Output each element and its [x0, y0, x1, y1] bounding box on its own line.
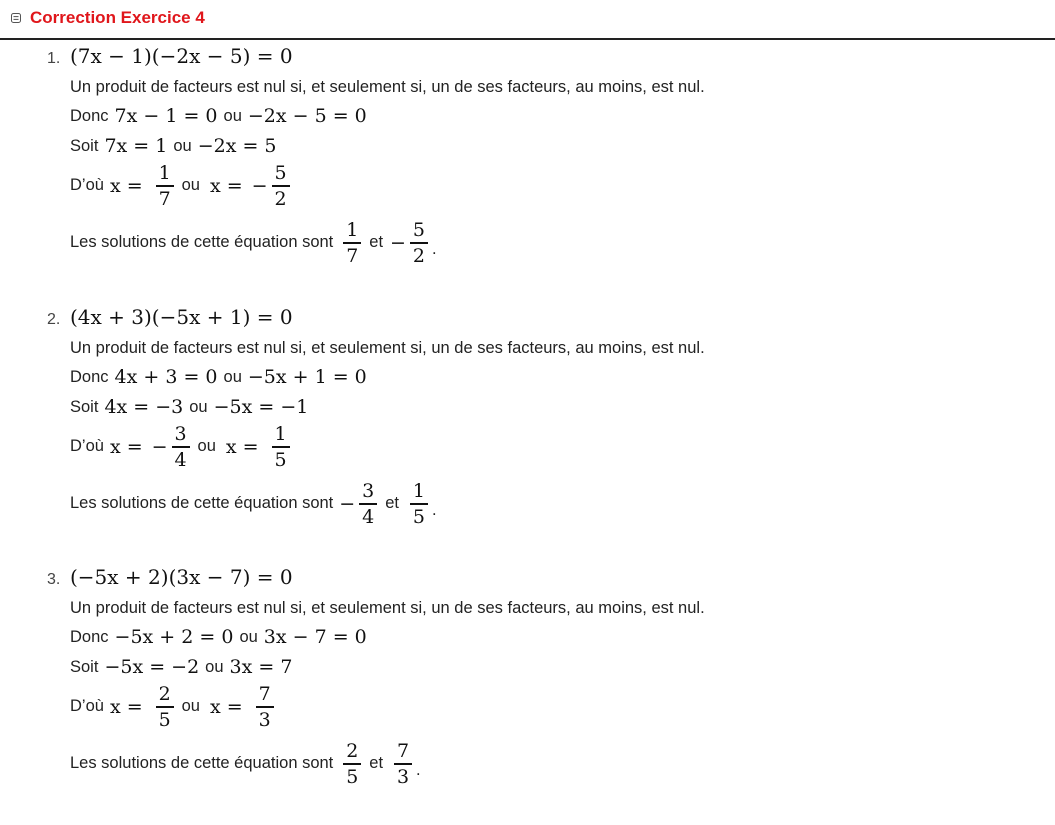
- exercise-number: 3.: [47, 571, 61, 588]
- soit-line: [70, 135, 283, 157]
- step-a-equation: 4x = −3: [104, 396, 184, 418]
- sol2-sign: −: [390, 231, 406, 254]
- explanation-line: [70, 78, 705, 97]
- fraction: [343, 740, 361, 788]
- fraction-bar: [272, 185, 290, 187]
- section-title: Correction Exercice 4: [30, 8, 205, 27]
- ou-word: ou: [173, 136, 192, 155]
- fraction-bar: [343, 763, 361, 765]
- fraction: [172, 423, 190, 471]
- header-divider: [0, 38, 1055, 40]
- fraction-numerator: 1: [412, 480, 426, 502]
- fraction-numerator: 1: [346, 219, 359, 241]
- exercise-number: 2.: [47, 311, 61, 328]
- sol2-sign: −: [251, 174, 268, 197]
- explanation-text: Un produit de facteurs est nul si, et seulement si, un de ses facteurs, au moins, est nul.: [70, 339, 705, 357]
- donc-word: Donc: [70, 106, 109, 125]
- donc-line: [70, 366, 373, 388]
- period: .: [416, 761, 421, 780]
- equation-line: [70, 44, 293, 68]
- exercise-item: [0, 44, 1055, 304]
- step-a-equation: −5x = −2: [104, 656, 200, 678]
- fraction-denominator: 3: [397, 765, 410, 788]
- fraction-bar: [359, 503, 377, 505]
- fraction-numerator: 3: [174, 423, 187, 445]
- fraction: [156, 162, 174, 210]
- donc-line: [70, 626, 373, 648]
- et-word: et: [369, 754, 384, 773]
- fraction-denominator: 5: [274, 448, 287, 471]
- fraction-bar: [256, 706, 274, 708]
- exercise-item: [0, 565, 1055, 825]
- step-b-equation: 3x = 7: [229, 656, 293, 678]
- ou-word: ou: [181, 176, 200, 195]
- ou-word: ou: [223, 367, 242, 386]
- soit-line: [70, 656, 298, 678]
- step-b-equation: −5x = −1: [213, 396, 309, 418]
- fraction-bar: [410, 242, 428, 244]
- fraction-numerator: 2: [346, 740, 359, 762]
- solutions-line: [70, 219, 437, 267]
- ou-word: ou: [197, 437, 216, 456]
- ou-word: ou: [239, 627, 258, 646]
- donc-line: [70, 105, 373, 127]
- fraction-numerator: 1: [274, 423, 287, 445]
- ou-word: ou: [181, 697, 200, 716]
- fraction: [256, 683, 274, 731]
- equation: (4x + 3)(−5x + 1) = 0: [70, 305, 293, 329]
- section-header[interactable]: [0, 0, 1055, 38]
- period: .: [431, 240, 437, 259]
- fraction-numerator: 7: [397, 740, 410, 762]
- equation-line: [70, 305, 293, 329]
- x-equals: x =: [109, 435, 143, 458]
- et-word: et: [369, 233, 384, 252]
- fraction: [394, 740, 412, 788]
- dou-word: D’où: [70, 697, 104, 716]
- ou-word: ou: [189, 397, 208, 416]
- explanation-text: Un produit de facteurs est nul si, et seulement si, un de ses facteurs, au moins, est nul.: [70, 78, 705, 96]
- soit-word: Soit: [70, 397, 99, 416]
- x-equals: x =: [209, 174, 243, 197]
- soit-word: Soit: [70, 136, 99, 155]
- fraction: [272, 423, 290, 471]
- fraction-denominator: 2: [274, 187, 287, 210]
- factor-b-equation: −2x − 5 = 0: [247, 105, 367, 127]
- donc-word: Donc: [70, 367, 109, 386]
- fraction-denominator: 3: [258, 708, 271, 731]
- fraction-bar: [343, 242, 361, 244]
- donc-word: Donc: [70, 627, 109, 646]
- equation: (−5x + 2)(3x − 7) = 0: [70, 565, 293, 589]
- fraction-bar: [410, 503, 428, 505]
- exercise-item: [0, 305, 1055, 565]
- solutions-line: [70, 740, 421, 788]
- fraction-numerator: 3: [362, 480, 375, 502]
- fraction: [410, 219, 428, 267]
- explanation-line: [70, 339, 705, 358]
- fraction-bar: [156, 706, 174, 708]
- fraction: [343, 219, 361, 267]
- solutions-text: Les solutions de cette équation sont: [70, 233, 334, 252]
- step-a-equation: 7x = 1: [104, 135, 168, 157]
- solutions-text: Les solutions de cette équation sont: [70, 494, 334, 513]
- fraction: [410, 480, 428, 528]
- fraction-denominator: 7: [158, 187, 171, 210]
- factor-a-equation: 7x − 1 = 0: [114, 105, 218, 127]
- fraction-numerator: 5: [274, 162, 287, 184]
- et-word: et: [385, 494, 399, 513]
- fraction-bar: [272, 446, 290, 448]
- x-equals: x =: [109, 695, 143, 718]
- equation-line: [70, 565, 293, 589]
- dou-word: D’où: [70, 176, 104, 195]
- fraction-numerator: 5: [412, 219, 426, 241]
- x-equals: x =: [225, 435, 259, 458]
- fraction-denominator: 2: [412, 244, 426, 267]
- soit-word: Soit: [70, 657, 99, 676]
- factor-b-equation: 3x − 7 = 0: [263, 626, 367, 648]
- fraction-denominator: 4: [174, 448, 187, 471]
- ou-word: ou: [205, 657, 224, 676]
- fraction-denominator: 4: [362, 505, 375, 528]
- dou-line: [70, 423, 294, 471]
- solutions-text: Les solutions de cette équation sont: [70, 754, 334, 773]
- fraction-denominator: 5: [412, 505, 426, 528]
- sol1-sign: −: [151, 435, 168, 458]
- factor-b-equation: −5x + 1 = 0: [247, 366, 367, 388]
- fraction-numerator: 7: [258, 683, 271, 705]
- period: .: [431, 501, 437, 520]
- fraction: [359, 480, 377, 528]
- solutions-line: [70, 480, 437, 528]
- fraction: [272, 162, 290, 210]
- fraction-bar: [172, 446, 190, 448]
- step-b-equation: −2x = 5: [197, 135, 277, 157]
- dou-line: [70, 683, 278, 731]
- fraction-numerator: 1: [158, 162, 171, 184]
- explanation-text: Un produit de facteurs est nul si, et seulement si, un de ses facteurs, au moins, est nul.: [70, 599, 705, 617]
- x-equals: x =: [109, 174, 143, 197]
- fraction-denominator: 5: [158, 708, 171, 731]
- fraction-bar: [156, 185, 174, 187]
- fraction-numerator: 2: [158, 683, 171, 705]
- collapse-box-icon[interactable]: [11, 13, 21, 23]
- fraction-bar: [394, 763, 412, 765]
- equation: (7x − 1)(−2x − 5) = 0: [70, 44, 293, 68]
- x-equals: x =: [209, 695, 243, 718]
- explanation-line: [70, 599, 705, 618]
- fraction: [156, 683, 174, 731]
- dou-line: [70, 162, 294, 210]
- factor-a-equation: −5x + 2 = 0: [114, 626, 234, 648]
- exercise-number: 1.: [47, 50, 61, 67]
- soit-line: [70, 396, 314, 418]
- dou-word: D’où: [70, 437, 104, 456]
- factor-a-equation: 4x + 3 = 0: [114, 366, 218, 388]
- fraction-denominator: 5: [346, 765, 359, 788]
- sol1-sign: −: [339, 492, 356, 515]
- fraction-denominator: 7: [346, 244, 359, 267]
- ou-word: ou: [223, 106, 242, 125]
